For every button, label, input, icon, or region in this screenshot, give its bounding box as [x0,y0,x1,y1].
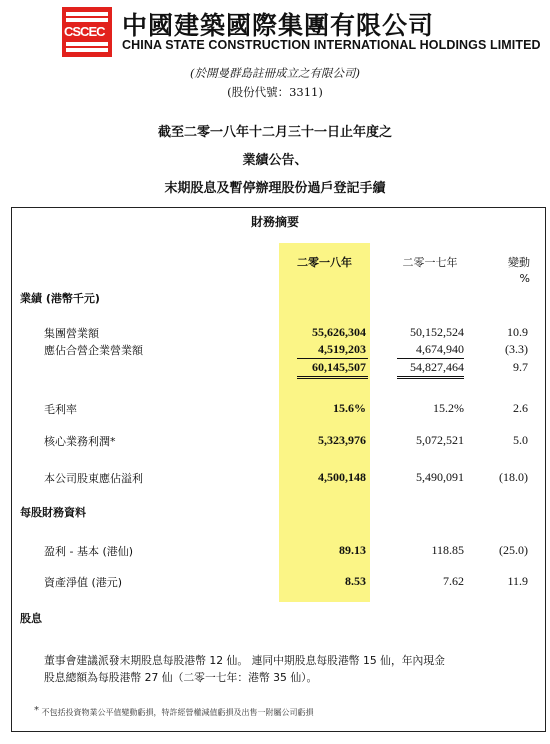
footnote-text: 不包括投資物業公平值變動虧損，特許經營權減值虧損及出售一附屬公司虧損 [41,708,314,717]
stock-code: (股份代號：3311) [227,85,323,99]
logo-text: CSCEC [64,24,105,39]
dividend-line-1: 董事會建議派發末期股息每股港幣 12 仙。 連同中期股息每股港幣 15 仙，年內現金 [44,654,445,667]
announcement-title-line-3: 末期股息及暫停辦理股份過戶登記手續 [164,181,386,196]
row-label-core-profit: 核心業務利潤* [44,435,116,448]
total-rule-2017 [397,376,464,377]
jv-revenue-2018: 4,519,203 [318,342,366,356]
section-results: 業績 (港幣千元) [20,292,100,305]
nav-per-share-2018: 8.53 [345,574,366,588]
financial-highlights-title: 財務摘要 [250,215,299,229]
logo-bar [66,18,108,22]
group-revenue-2017: 50,152,524 [410,325,464,339]
subtotal-rule-2017 [397,358,464,359]
nav-per-share-2017: 7.62 [443,574,464,588]
total-revenue-change: 9.7 [513,360,528,374]
logo-bar [66,48,108,52]
footnote-mark: * [34,705,39,716]
group-revenue-change: 10.9 [507,325,528,339]
core-profit-2017: 5,072,521 [416,433,464,447]
total-rule-2018 [297,376,368,377]
gross-margin-2017: 15.2% [433,401,464,415]
announcement-title-line-1: 截至二零一八年十二月三十一日止年度之 [157,125,392,140]
total-revenue-2018: 60,145,507 [312,360,366,374]
total-revenue-2017: 54,827,464 [410,360,464,374]
announcement-title-line-2: 業績公告、 [242,153,308,168]
nav-per-share-change: 11.9 [507,574,528,588]
company-name-english: CHINA STATE CONSTRUCTION INTERNATIONAL HOLDINGS LIMITED [122,38,541,52]
jv-revenue-2017: 4,674,940 [416,342,464,356]
incorporation-note: (於開曼群島註冊成立之有限公司) [190,66,360,80]
section-per-share: 每股財務資料 [20,506,86,519]
shareholder-profit-change: (18.0) [499,470,528,484]
total-double-rule-2017 [397,378,464,379]
eps-basic-2018: 89.13 [339,543,366,557]
column-header-2018: 二零一八年 [297,256,352,269]
shareholder-profit-2018: 4,500,148 [318,470,366,484]
group-revenue-2018: 55,626,304 [312,325,366,339]
dividend-line-2: 股息總額為每股港幣 27 仙（二零一七年：港幣 35 仙）。 [44,671,318,684]
eps-basic-change: (25.0) [499,543,528,557]
logo-bar [66,12,108,16]
row-label-shareholder-profit: 本公司股東應佔溢利 [44,472,143,485]
row-label-eps-basic: 盈利 - 基本 (港仙) [44,545,134,558]
row-label-nav-per-share: 資產淨值 (港元) [44,576,123,589]
footnote [34,705,314,718]
subtotal-rule-2018 [297,358,368,359]
section-dividend: 股息 [20,612,42,625]
row-label-gross-margin: 毛利率 [44,403,77,416]
dividend-paragraph [44,652,534,686]
core-profit-change: 5.0 [513,433,528,447]
row-label-jv-revenue: 應佔合營企業營業額 [44,344,143,357]
core-profit-2018: 5,323,976 [318,433,366,447]
gross-margin-2018: 15.6% [333,401,366,415]
shareholder-profit-2017: 5,490,091 [416,470,464,484]
gross-margin-change: 2.6 [513,401,528,415]
total-double-rule-2018 [297,378,368,379]
logo-bar [66,42,108,46]
row-label-group-revenue: 集團營業額 [44,327,99,340]
eps-basic-2017: 118.85 [431,543,464,557]
column-header-change: 變動 [508,256,530,269]
company-logo [62,7,112,57]
column-header-change-unit: % [519,272,530,285]
column-header-2017: 二零一七年 [402,256,458,269]
jv-revenue-change: (3.3) [505,342,528,356]
company-name-chinese: 中國建築國際集團有限公司 [122,11,435,40]
